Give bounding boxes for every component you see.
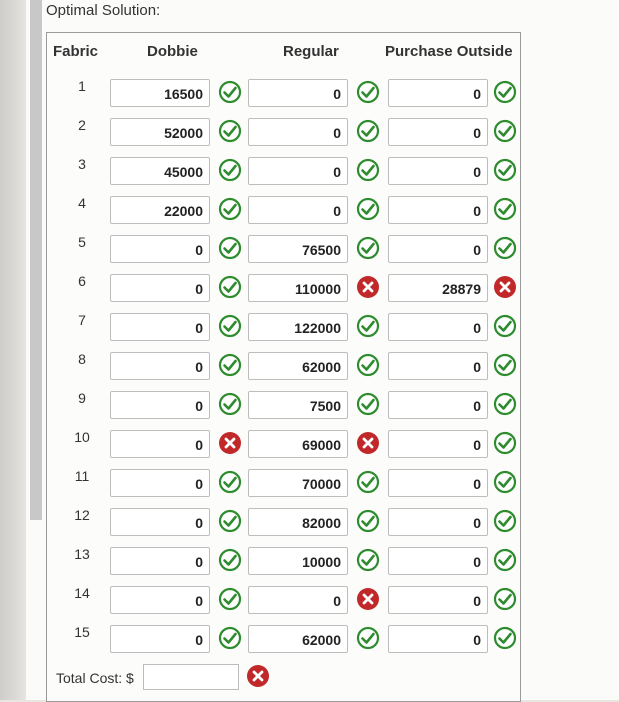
fabric-number: 11: [74, 468, 90, 484]
cross-icon: [356, 431, 380, 455]
check-icon: [218, 197, 242, 221]
check-icon: [356, 314, 380, 338]
regular-input[interactable]: 0: [248, 586, 348, 614]
check-icon: [356, 626, 380, 650]
check-icon: [493, 80, 517, 104]
total-cost-label: Total Cost: $: [56, 670, 134, 686]
check-icon: [356, 158, 380, 182]
purchase-outside-input[interactable]: 0: [388, 508, 488, 536]
total-cost-input[interactable]: [143, 664, 239, 690]
check-icon: [218, 119, 242, 143]
check-icon: [218, 470, 242, 494]
check-icon: [493, 158, 517, 182]
regular-input[interactable]: 0: [248, 118, 348, 146]
fabric-number: 15: [74, 624, 90, 640]
purchase-outside-input[interactable]: 0: [388, 118, 488, 146]
check-icon: [493, 392, 517, 416]
fabric-number: 14: [74, 585, 90, 601]
fabric-number: 2: [78, 117, 86, 133]
check-icon: [356, 236, 380, 260]
check-icon: [218, 548, 242, 572]
dobbie-input[interactable]: 16500: [110, 79, 210, 107]
regular-input[interactable]: 10000: [248, 547, 348, 575]
header-purchase-outside: Purchase Outside: [385, 43, 513, 60]
check-icon: [218, 626, 242, 650]
dobbie-input[interactable]: 0: [110, 508, 210, 536]
check-icon: [493, 314, 517, 338]
fabric-number: 6: [78, 273, 86, 289]
purchase-outside-input[interactable]: 0: [388, 79, 488, 107]
regular-input[interactable]: 69000: [248, 430, 348, 458]
dobbie-input[interactable]: 0: [110, 430, 210, 458]
check-icon: [356, 548, 380, 572]
fabric-number: 9: [78, 390, 86, 406]
dobbie-input[interactable]: 0: [110, 352, 210, 380]
regular-input[interactable]: 110000: [248, 274, 348, 302]
purchase-outside-input[interactable]: 0: [388, 625, 488, 653]
fabric-number: 10: [74, 429, 90, 445]
dobbie-input[interactable]: 0: [110, 274, 210, 302]
regular-input[interactable]: 0: [248, 79, 348, 107]
check-icon: [356, 80, 380, 104]
fabric-number: 8: [78, 351, 86, 367]
dobbie-input[interactable]: 0: [110, 391, 210, 419]
purchase-outside-input[interactable]: 0: [388, 469, 488, 497]
check-icon: [493, 587, 517, 611]
regular-input[interactable]: 76500: [248, 235, 348, 263]
check-icon: [493, 509, 517, 533]
check-icon: [493, 431, 517, 455]
header-fabric: Fabric: [53, 43, 99, 60]
scrollbar-track[interactable]: [30, 0, 42, 520]
fabric-number: 1: [78, 78, 86, 94]
check-icon: [218, 587, 242, 611]
purchase-outside-input[interactable]: 0: [388, 391, 488, 419]
dobbie-input[interactable]: 45000: [110, 157, 210, 185]
cross-icon: [356, 275, 380, 299]
regular-input[interactable]: 82000: [248, 508, 348, 536]
dobbie-input[interactable]: 22000: [110, 196, 210, 224]
regular-input[interactable]: 122000: [248, 313, 348, 341]
page-edge: [0, 0, 26, 700]
check-icon: [493, 236, 517, 260]
check-icon: [218, 314, 242, 338]
cross-icon: [356, 587, 380, 611]
check-icon: [356, 119, 380, 143]
check-icon: [493, 548, 517, 572]
purchase-outside-input[interactable]: 0: [388, 586, 488, 614]
check-icon: [493, 197, 517, 221]
purchase-outside-input[interactable]: 0: [388, 196, 488, 224]
purchase-outside-input[interactable]: 28879: [388, 274, 488, 302]
regular-input[interactable]: 70000: [248, 469, 348, 497]
check-icon: [218, 158, 242, 182]
check-icon: [356, 470, 380, 494]
regular-input[interactable]: 62000: [248, 625, 348, 653]
fabric-number: 7: [78, 312, 86, 328]
regular-input[interactable]: 0: [248, 196, 348, 224]
check-icon: [493, 626, 517, 650]
cross-icon: [493, 275, 517, 299]
header-dobbie: Dobbie: [147, 43, 198, 60]
dobbie-input[interactable]: 0: [110, 586, 210, 614]
cross-icon: [218, 431, 242, 455]
header-regular: Regular: [283, 43, 339, 60]
regular-input[interactable]: 62000: [248, 352, 348, 380]
purchase-outside-input[interactable]: 0: [388, 547, 488, 575]
check-icon: [218, 509, 242, 533]
check-icon: [356, 509, 380, 533]
check-icon: [356, 353, 380, 377]
check-icon: [218, 392, 242, 416]
check-icon: [493, 470, 517, 494]
purchase-outside-input[interactable]: 0: [388, 313, 488, 341]
dobbie-input[interactable]: 0: [110, 625, 210, 653]
purchase-outside-input[interactable]: 0: [388, 352, 488, 380]
fabric-number: 13: [74, 546, 90, 562]
fabric-number: 4: [78, 195, 86, 211]
dobbie-input[interactable]: 0: [110, 469, 210, 497]
check-icon: [356, 197, 380, 221]
dobbie-input[interactable]: 0: [110, 547, 210, 575]
check-icon: [493, 353, 517, 377]
check-icon: [218, 353, 242, 377]
fabric-number: 3: [78, 156, 86, 172]
check-icon: [493, 119, 517, 143]
fabric-number: 5: [78, 234, 86, 250]
cross-icon: [246, 664, 270, 688]
solution-heading: Optimal Solution:: [46, 2, 161, 19]
check-icon: [218, 236, 242, 260]
check-icon: [218, 275, 242, 299]
dobbie-input[interactable]: 52000: [110, 118, 210, 146]
fabric-number: 12: [74, 507, 90, 523]
check-icon: [356, 392, 380, 416]
regular-input[interactable]: 0: [248, 157, 348, 185]
purchase-outside-input[interactable]: 0: [388, 235, 488, 263]
dobbie-input[interactable]: 0: [110, 235, 210, 263]
dobbie-input[interactable]: 0: [110, 313, 210, 341]
check-icon: [218, 80, 242, 104]
regular-input[interactable]: 7500: [248, 391, 348, 419]
purchase-outside-input[interactable]: 0: [388, 430, 488, 458]
purchase-outside-input[interactable]: 0: [388, 157, 488, 185]
